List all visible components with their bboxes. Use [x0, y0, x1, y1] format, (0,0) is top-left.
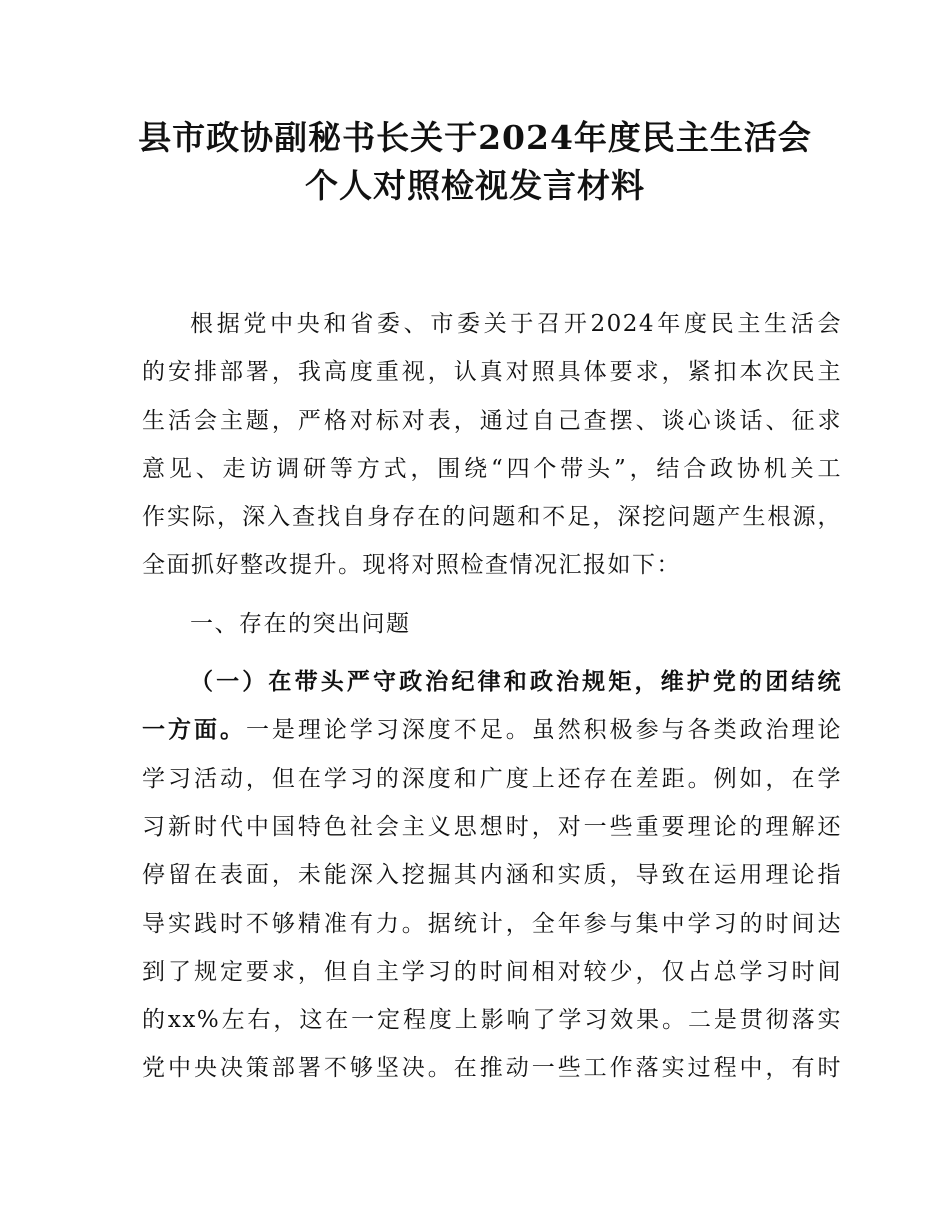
paragraph-gap — [142, 648, 842, 658]
intro-line-1: 根据党中央和省委、市委关于召开2024年度民主生活会 — [190, 311, 842, 337]
intro-line-6: 全面抓好整改提升。现将对照检查情况汇报如下： — [142, 552, 681, 579]
body-line-2: 学习活动，但在学习的深度和广度上还存在差距。例如，在学 — [142, 765, 842, 792]
document-title-line-1: 县市政协副秘书长关于2024年度民主生活会 — [138, 118, 812, 157]
body-line-3: 习新时代中国特色社会主义思想时，对一些重要理论的理解还 — [142, 813, 842, 840]
body-line-1 — [142, 706, 842, 754]
body-line-5: 导实践时不够精准有力。据统计，全年参与集中学习的时间达 — [142, 910, 842, 937]
intro-line-5: 作实际，深入查找自身存在的问题和不足，深挖问题产生根源， — [142, 504, 842, 531]
section-heading: 一、存在的突出问题 — [190, 610, 411, 637]
intro-line-3: 生活会主题，严格对标对表，通过自己查摆、谈心谈话、征求 — [142, 407, 842, 434]
document-body — [142, 300, 842, 1093]
paragraph-gap — [142, 590, 842, 600]
body-line-4: 停留在表面，未能深入挖掘其内涵和实质，导致在运用理论指 — [142, 862, 842, 889]
body-line-7: 的xx%左右，这在一定程度上影响了学习效果。二是贯彻落实 — [142, 1007, 842, 1034]
intro-line-4: 意见、走访调研等方式，围绕“四个带头”，结合政协机关工 — [142, 455, 842, 482]
subsection-heading-tail: 一方面。 — [142, 717, 246, 744]
body-line-8: 党中央决策部署不够坚决。在推动一些工作落实过程中，有时 — [142, 1055, 842, 1082]
body-line-1-text: 一是理论学习深度不足。虽然积极参与各类政治理论 — [245, 717, 843, 744]
subsection-heading-line-1: （一）在带头严守政治纪律和政治规矩，维护党的团结统 — [190, 669, 842, 696]
document-title-line-2: 个人对照检视发言材料 — [305, 166, 645, 205]
intro-line-2: 的安排部署，我高度重视，认真对照具体要求，紧扣本次民主 — [142, 359, 842, 386]
body-line-6: 到了规定要求，但自主学习的时间相对较少，仅占总学习时间 — [142, 958, 842, 985]
